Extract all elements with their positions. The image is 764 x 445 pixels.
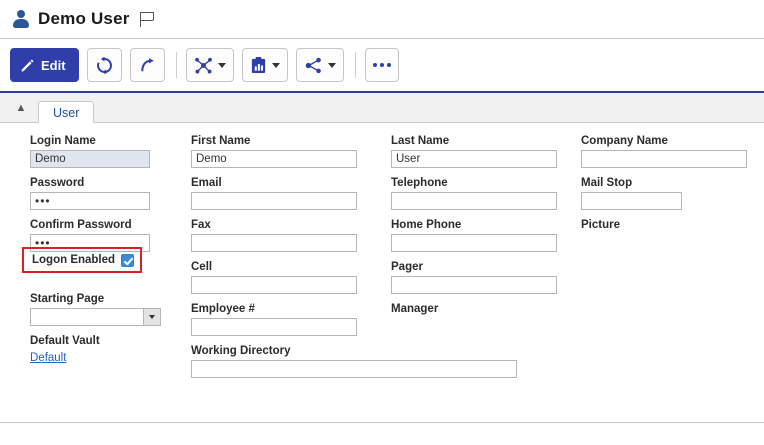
toolbar-divider-2 xyxy=(355,52,356,78)
field-login-name xyxy=(30,135,161,168)
field-manager xyxy=(391,303,557,315)
edit-button[interactable] xyxy=(10,48,79,82)
chevron-up-icon[interactable]: ▲ xyxy=(15,102,27,114)
login-name-label: Login Name xyxy=(30,135,96,147)
starting-page-value xyxy=(31,309,143,325)
field-starting-page xyxy=(30,293,161,326)
chevron-down-icon xyxy=(218,63,226,68)
user-icon xyxy=(12,9,30,29)
field-password xyxy=(30,177,161,210)
manager-label: Manager xyxy=(391,303,439,315)
password-input[interactable] xyxy=(30,192,150,210)
email-input[interactable] xyxy=(191,192,357,210)
picture-label: Picture xyxy=(581,219,620,231)
field-last-name xyxy=(391,135,557,168)
confirm-password-label: Confirm Password xyxy=(30,219,132,231)
share-button[interactable] xyxy=(296,48,344,82)
user-form xyxy=(0,123,764,364)
login-name-input[interactable] xyxy=(30,150,150,168)
more-button[interactable] xyxy=(365,48,399,82)
bottom-strip xyxy=(0,423,764,445)
refresh-button[interactable] xyxy=(87,48,122,82)
fax-label: Fax xyxy=(191,219,211,231)
home-phone-label: Home Phone xyxy=(391,219,462,231)
starting-page-select[interactable] xyxy=(30,308,161,326)
relationships-button[interactable] xyxy=(186,48,234,82)
chevron-down-icon xyxy=(328,63,336,68)
tab-user[interactable]: User xyxy=(38,101,94,123)
fax-input[interactable] xyxy=(191,234,357,252)
email-label: Email xyxy=(191,177,222,189)
ellipsis-icon xyxy=(373,63,391,67)
chart-clipboard-icon xyxy=(250,56,267,75)
field-default-vault xyxy=(30,335,161,364)
form-column-4 xyxy=(581,135,747,240)
working-directory-input[interactable] xyxy=(191,360,517,378)
first-name-label: First Name xyxy=(191,135,251,147)
company-name-input[interactable] xyxy=(581,150,747,168)
employee-number-input[interactable] xyxy=(191,318,357,336)
logon-enabled-label: Logon Enabled xyxy=(32,254,116,266)
network-nodes-icon xyxy=(194,56,213,75)
form-column-3 xyxy=(391,135,557,324)
working-directory-label: Working Directory xyxy=(191,345,291,357)
title-bar xyxy=(0,0,764,38)
default-vault-label: Default Vault xyxy=(30,335,100,347)
last-name-input[interactable] xyxy=(391,150,557,168)
pager-input[interactable] xyxy=(391,276,557,294)
reports-button[interactable] xyxy=(242,48,288,82)
flag-icon[interactable] xyxy=(140,12,156,27)
last-name-label: Last Name xyxy=(391,135,450,147)
field-mail-stop xyxy=(581,177,747,210)
field-pager xyxy=(391,261,557,294)
user-form-panel xyxy=(0,123,764,423)
share-nodes-icon xyxy=(304,56,323,75)
edit-button-label: Edit xyxy=(41,57,66,73)
page-title: Demo User xyxy=(38,9,130,28)
starting-page-label: Starting Page xyxy=(30,293,105,305)
telephone-label: Telephone xyxy=(391,177,448,189)
home-phone-input[interactable] xyxy=(391,234,557,252)
field-picture xyxy=(581,219,747,231)
cell-label: Cell xyxy=(191,261,213,273)
chevron-down-icon[interactable] xyxy=(143,309,160,325)
field-company-name xyxy=(581,135,747,168)
redo-button[interactable] xyxy=(130,48,165,82)
chevron-down-icon xyxy=(272,63,280,68)
field-home-phone xyxy=(391,219,557,252)
telephone-input[interactable] xyxy=(391,192,557,210)
toolbar-divider-1 xyxy=(176,52,177,78)
refresh-icon xyxy=(95,56,114,75)
logon-enabled-highlight xyxy=(22,247,142,273)
mail-stop-label: Mail Stop xyxy=(581,177,633,189)
employee-number-label: Employee # xyxy=(191,303,255,315)
field-working-directory xyxy=(191,345,517,378)
mail-stop-input[interactable] xyxy=(581,192,682,210)
toolbar xyxy=(0,39,764,93)
pencil-icon xyxy=(20,58,35,73)
logon-enabled-checkbox[interactable] xyxy=(121,254,134,267)
cell-input[interactable] xyxy=(191,276,357,294)
default-vault-link[interactable]: Default xyxy=(30,352,67,364)
redo-arrow-icon xyxy=(138,56,157,75)
company-name-label: Company Name xyxy=(581,135,668,147)
password-label: Password xyxy=(30,177,85,189)
pager-label: Pager xyxy=(391,261,423,273)
tab-strip xyxy=(0,93,764,123)
field-telephone xyxy=(391,177,557,210)
first-name-input[interactable] xyxy=(191,150,357,168)
